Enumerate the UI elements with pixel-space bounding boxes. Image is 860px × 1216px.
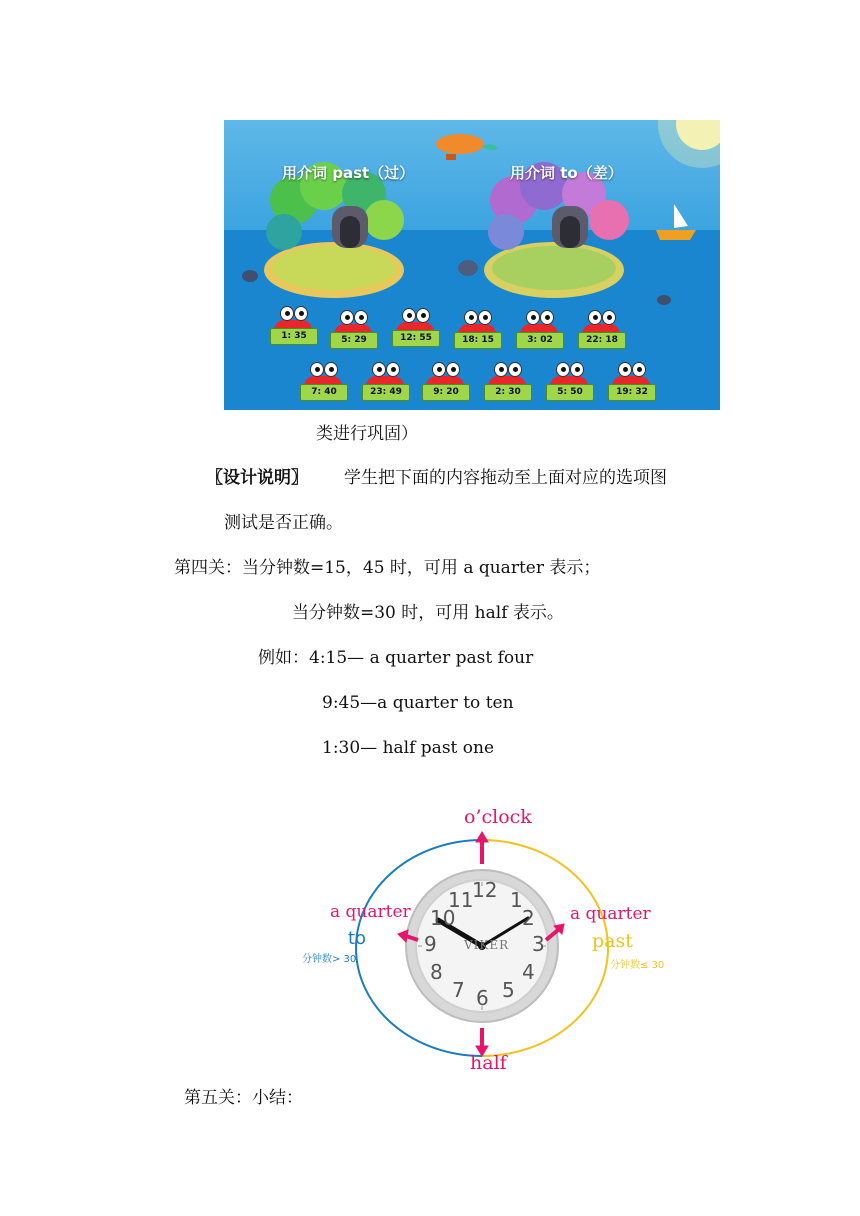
crab-time: 9: 20 bbox=[422, 384, 470, 401]
crab-card[interactable] bbox=[544, 362, 594, 400]
crab-time: 19: 32 bbox=[608, 384, 656, 401]
title-past: 用介词 past（过） bbox=[282, 164, 415, 182]
clock-brand: VIKER bbox=[464, 938, 510, 952]
crab-time: 18: 15 bbox=[454, 332, 502, 349]
clock-number-12: 12 bbox=[472, 878, 498, 902]
crab-card[interactable] bbox=[390, 308, 440, 346]
game-screenshot bbox=[224, 120, 720, 410]
example-line-1: 例如：4:15— a quarter past four bbox=[258, 648, 534, 668]
level4-line-a: 第四关：当分钟数=15，45 时，可用 a quarter 表示； bbox=[174, 558, 601, 578]
label-quarter-to: a quarter bbox=[330, 902, 411, 922]
note-to: 分钟数> 30 bbox=[302, 954, 357, 965]
note-past: 分钟数≤ 30 bbox=[610, 960, 665, 971]
crab-time: 1: 35 bbox=[270, 328, 318, 345]
text-line-1: 类进行巩固） bbox=[316, 424, 418, 444]
design-label: 〖设计说明〗 bbox=[206, 468, 308, 488]
crab-card[interactable] bbox=[360, 362, 410, 400]
clock-number-8: 8 bbox=[430, 960, 443, 984]
crab-card[interactable] bbox=[452, 310, 502, 348]
crab-time: 5: 50 bbox=[546, 384, 594, 401]
crab-card[interactable] bbox=[606, 362, 656, 400]
clock-number-4: 4 bbox=[522, 960, 535, 984]
example-line-2: 9:45—a quarter to ten bbox=[322, 693, 514, 713]
crab-card[interactable] bbox=[482, 362, 532, 400]
label-quarter-past: a quarter bbox=[570, 904, 651, 924]
label-to: to bbox=[348, 928, 367, 949]
design-text: 学生把下面的内容拖动至上面对应的选项图 bbox=[344, 468, 667, 488]
label-past: past bbox=[592, 930, 633, 952]
label-half: half bbox=[470, 1052, 507, 1074]
crab-time: 3: 02 bbox=[516, 332, 564, 349]
crab-card[interactable] bbox=[576, 310, 626, 348]
crab-time: 23: 49 bbox=[362, 384, 410, 401]
crab-card[interactable] bbox=[514, 310, 564, 348]
level4-line-b: 当分钟数=30 时，可用 half 表示。 bbox=[292, 603, 564, 623]
crab-time: 12: 55 bbox=[392, 330, 440, 347]
crab-card[interactable] bbox=[420, 362, 470, 400]
clock-number-2: 2 bbox=[522, 906, 535, 930]
clock-diagram bbox=[296, 800, 672, 1082]
label-oclock: o’clock bbox=[464, 806, 532, 828]
clock-number-11: 11 bbox=[448, 888, 474, 912]
clock-number-3: 3 bbox=[532, 932, 545, 956]
example-line-3: 1:30— half past one bbox=[322, 738, 495, 758]
crab-card[interactable] bbox=[268, 306, 318, 344]
clock-number-1: 1 bbox=[510, 888, 523, 912]
title-to: 用介词 to（差） bbox=[510, 164, 623, 182]
clock-number-7: 7 bbox=[452, 978, 465, 1002]
crab-time: 5: 29 bbox=[330, 332, 378, 349]
clock-number-10: 10 bbox=[430, 906, 456, 930]
crab-card[interactable] bbox=[298, 362, 348, 400]
crab-card[interactable] bbox=[328, 310, 378, 348]
clock-number-6: 6 bbox=[476, 986, 489, 1010]
text-line-3: 测试是否正确。 bbox=[224, 513, 343, 533]
crab-time: 7: 40 bbox=[300, 384, 348, 401]
crab-time: 22: 18 bbox=[578, 332, 626, 349]
clock-number-9: 9 bbox=[424, 932, 437, 956]
level5-line: 第五关：小结： bbox=[184, 1088, 303, 1108]
crab-time: 2: 30 bbox=[484, 384, 532, 401]
clock-number-5: 5 bbox=[502, 978, 515, 1002]
